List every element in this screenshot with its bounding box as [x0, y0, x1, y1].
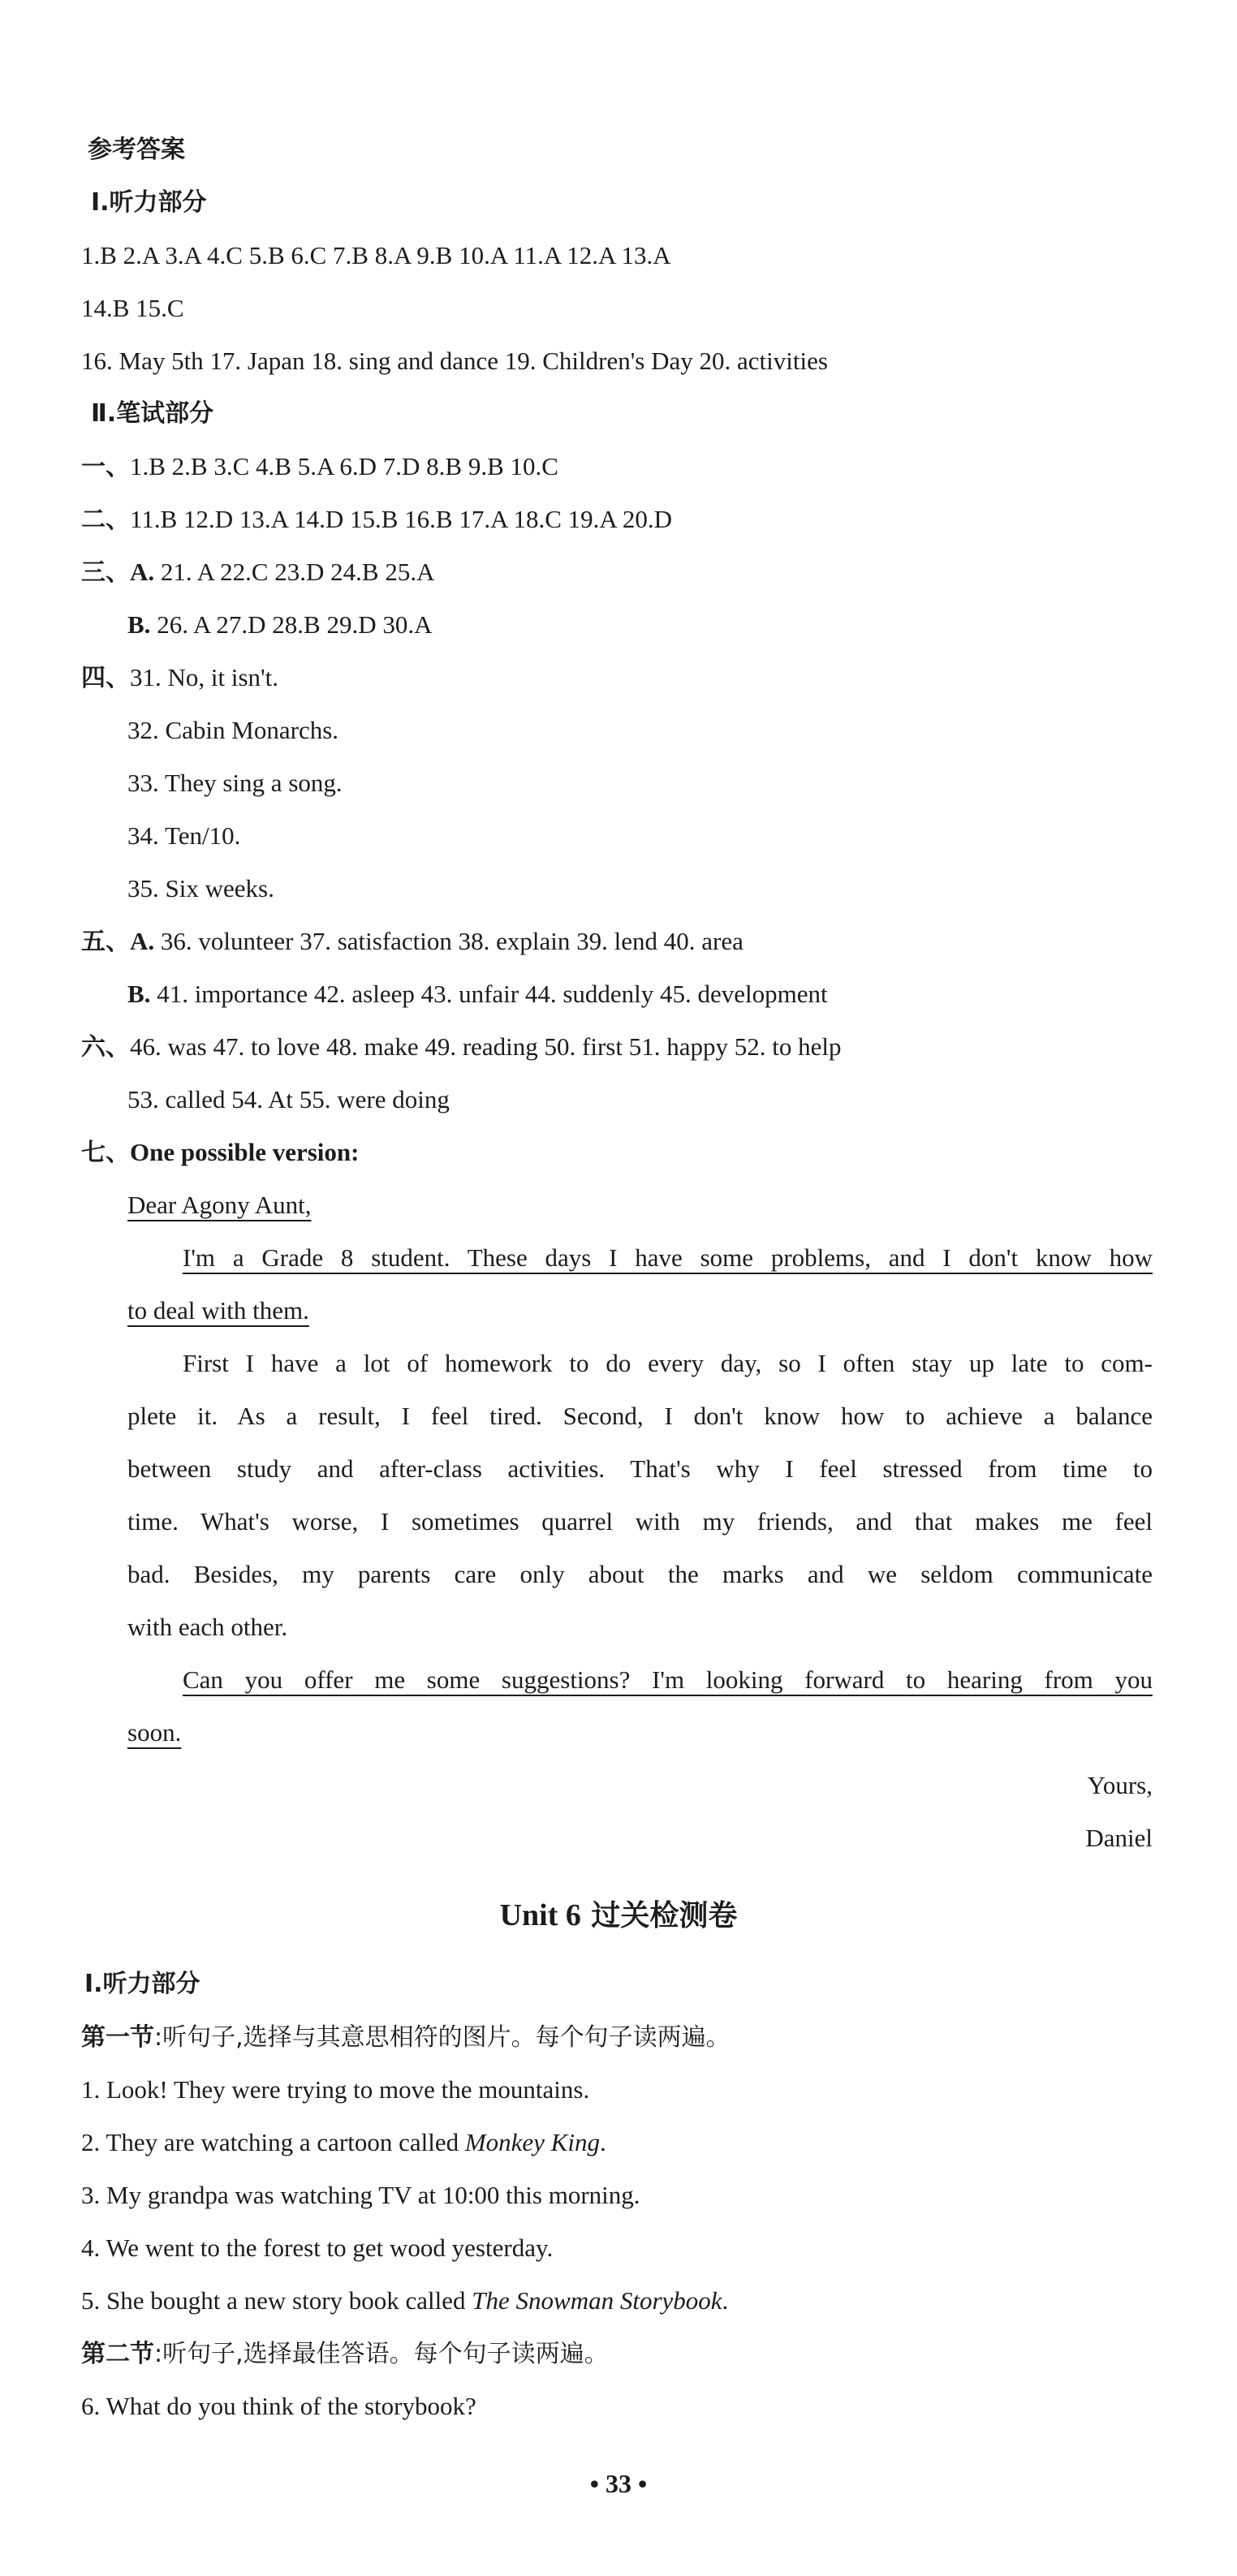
- letter-paragraph-2-line-5: bad. Besides, my parents care only about the marks and we seldom communicate: [127, 1560, 1153, 1588]
- question-5: [81, 2285, 728, 2317]
- answer-key-heading: 参考答案: [88, 136, 185, 164]
- question-1: 1. Look! They were trying to move the mountains.: [81, 2075, 590, 2104]
- section-3b-label: B.: [127, 610, 151, 639]
- section-6-prefix: 六、: [81, 1033, 130, 1062]
- question-4: 4. We went to the forest to get wood yesterday.: [81, 2234, 554, 2262]
- question-5-title: The Snowman Storybook: [472, 2286, 722, 2315]
- letter-paragraph-2-line-1: First I have a lot of homework to do every day, so I often stay up late to com-: [183, 1349, 1153, 1377]
- part-2-instructions: [81, 2337, 609, 2371]
- part-1-label: 第一节: [81, 2023, 154, 2052]
- answer-31: 31. No, it isn't.: [130, 663, 278, 691]
- section-6-answers-row-2: 53. called 54. At 55. were doing: [127, 1085, 450, 1114]
- letter-paragraph-3-line-2: soon.: [127, 1718, 182, 1747]
- unit-test-title-zh: 过关检测卷: [580, 1899, 738, 1932]
- question-2-end: .: [599, 2128, 606, 2156]
- letter-paragraph-3-line-1: Can you offer me some suggestions? I'm looking forward to hearing from you: [183, 1665, 1153, 1694]
- section-6-values-row-1: 46. was 47. to love 48. make 49. reading 50. first 51. happy 52. to help: [130, 1032, 842, 1061]
- answer-35: 35. Six weeks.: [127, 874, 274, 902]
- question-2: [81, 2126, 606, 2159]
- question-5-end: .: [722, 2286, 729, 2315]
- section-4-answer-31: [81, 661, 278, 695]
- section-1-prefix: 一、: [81, 453, 130, 481]
- letter-closing: Yours,: [1087, 1771, 1153, 1799]
- section-6-answers-row-1: [81, 1031, 841, 1064]
- listening-answers-row-1: 1.B 2.A 3.A 4.C 5.B 6.C 7.B 8.A 9.B 10.A 11.A 12.A 13.A: [81, 241, 671, 269]
- section-3b-answers: [127, 609, 433, 641]
- listening-answers-row-3: 16. May 5th 17. Japan 18. sing and dance 19. Children's Day 20. activities: [81, 347, 828, 375]
- question-3: 3. My grandpa was watching TV at 10:00 this morning.: [81, 2181, 640, 2209]
- question-2-text: 2. They are watching a cartoon called: [81, 2128, 465, 2156]
- section-2-values: 11.B 12.D 13.A 14.D 15.B 16.B 17.A 18.C 19.A 20.D: [130, 505, 672, 533]
- section-3a-label: A.: [130, 558, 155, 586]
- section-5-prefix: 五、: [81, 928, 130, 956]
- section-5b-values: 41. importance 42. asleep 43. unfair 44. suddenly 45. development: [150, 980, 828, 1008]
- answer-34: 34. Ten/10.: [127, 821, 241, 850]
- question-2-title: Monkey King: [464, 2128, 600, 2156]
- section-4-prefix: 四、: [81, 664, 130, 692]
- section-3b-values: 26. A 27.D 28.B 29.D 30.A: [150, 610, 433, 639]
- letter-paragraph-2-line-4: time. What's worse, I sometimes quarrel with my friends, and that makes me feel: [127, 1507, 1153, 1536]
- section-5b-answers: [127, 978, 828, 1010]
- section-7-prefix: 七、: [81, 1139, 130, 1167]
- letter-paragraph-2-line-3: between study and after-class activities. That's why I feel stressed from time to: [127, 1454, 1153, 1483]
- letter-paragraph-1-line-2: to deal with them.: [127, 1296, 309, 1325]
- question-5-text: 5. She bought a new story book called: [81, 2286, 472, 2315]
- section-7-label: One possible version:: [130, 1138, 360, 1166]
- section-5a-label: A.: [130, 927, 155, 955]
- answer-33: 33. They sing a song.: [127, 769, 343, 797]
- section-1-answers: [81, 450, 558, 484]
- listening-answers-row-2: 14.B 15.C: [81, 294, 184, 322]
- part-2-label: 第二节: [81, 2340, 154, 2368]
- section-7-heading: [81, 1136, 359, 1170]
- part-1-text: :听句子,选择与其意思相符的图片。每个句子读两遍。: [154, 2023, 731, 2052]
- letter-signature: Daniel: [1085, 1824, 1153, 1852]
- page-number: • 33 •: [589, 2469, 648, 2498]
- section-3-prefix: 三、: [81, 558, 130, 587]
- section-3a-values: 21. A 22.C 23.D 24.B 25.A: [154, 558, 435, 586]
- letter-paragraph-2-line-2: plete it. As a result, I feel tired. Second, I don't know how to achieve a balance: [127, 1402, 1153, 1430]
- letter-paragraph-1-line-1: I'm a Grade 8 student. These days I have some problems, and I don't know how: [183, 1243, 1153, 1272]
- writing-section-label: Ⅱ.笔试部分: [91, 399, 214, 428]
- section-5a-answers: [81, 925, 743, 958]
- part-1-instructions: [81, 2021, 731, 2054]
- section-2-prefix: 二、: [81, 506, 130, 534]
- listening-section-label: Ⅰ.听力部分: [91, 188, 207, 217]
- section-2-answers: [81, 503, 672, 536]
- letter-salutation: Dear Agony Aunt,: [127, 1191, 312, 1219]
- unit-test-listening-label: Ⅰ.听力部分: [84, 1970, 200, 1998]
- unit-test-title-en: Unit 6: [499, 1898, 581, 1932]
- section-5a-values: 36. volunteer 37. satisfaction 38. explain 39. lend 40. area: [154, 927, 743, 955]
- section-3a-answers: [81, 556, 435, 589]
- section-1-values: 1.B 2.B 3.C 4.B 5.A 6.D 7.D 8.B 9.B 10.C: [130, 452, 558, 480]
- letter-paragraph-2-line-6: with each other.: [127, 1613, 288, 1641]
- section-5b-label: B.: [127, 980, 151, 1008]
- answer-32: 32. Cabin Monarchs.: [127, 716, 339, 744]
- unit-test-title: [0, 1895, 1237, 1936]
- part-2-text: :听句子,选择最佳答语。每个句子读两遍。: [154, 2340, 609, 2368]
- question-6: 6. What do you think of the storybook?: [81, 2392, 476, 2420]
